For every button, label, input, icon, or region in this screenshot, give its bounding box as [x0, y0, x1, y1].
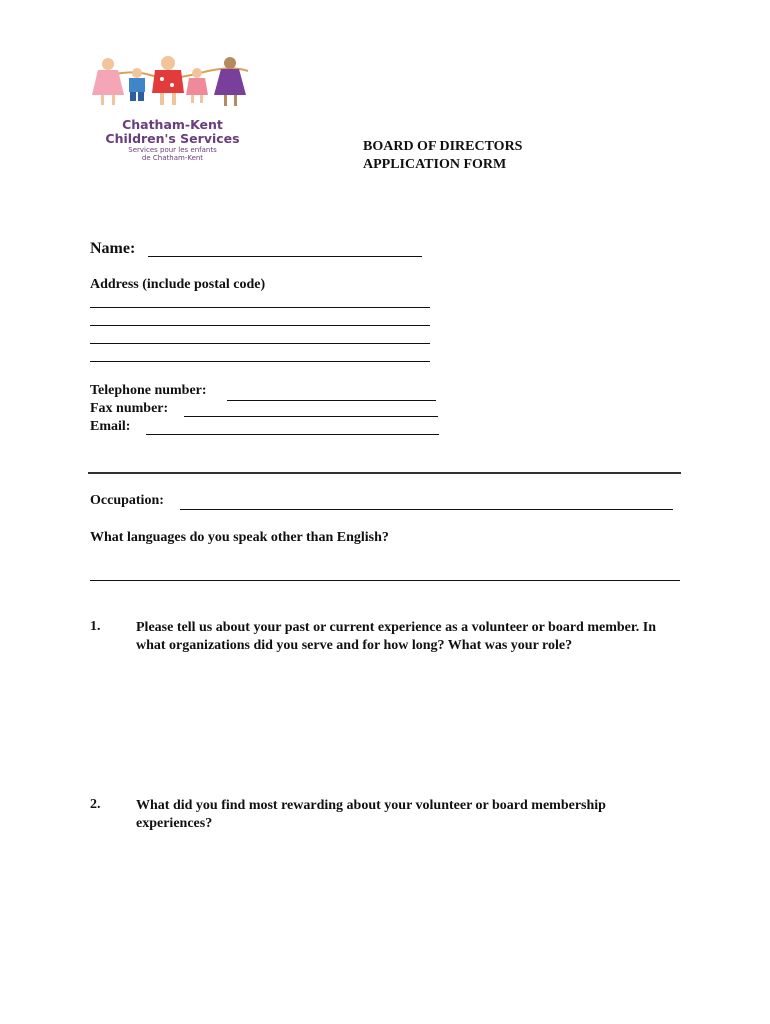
section-divider — [88, 472, 681, 474]
logo-org-name-line1: Chatham-Kent — [122, 117, 223, 132]
name-label: Name: — [90, 240, 136, 257]
fax-field[interactable] — [184, 416, 438, 417]
question-1-text: Please tell us about your past or current experience as a volunteer or board member. In what organizations did you serve and for how long? What was your role? — [136, 620, 657, 653]
question-1-number: 1. — [90, 619, 101, 634]
occupation-label: Occupation: — [90, 493, 164, 508]
fax-label: Fax number: — [90, 401, 169, 416]
address-field-line-4[interactable] — [90, 361, 430, 362]
email-label: Email: — [90, 419, 131, 434]
form-title-line1: BOARD OF DIRECTORS — [363, 139, 523, 154]
organization-logo — [90, 55, 255, 162]
languages-field[interactable] — [90, 580, 680, 581]
address-field-line-3[interactable] — [90, 343, 430, 344]
address-label: Address (include postal code) — [90, 277, 266, 292]
logo-org-name-fr-line1: Services pour les enfants — [128, 146, 217, 154]
languages-label: What languages do you speak other than English? — [90, 530, 389, 545]
question-2-text: What did you find most rewarding about your volunteer or board membership experiences? — [136, 798, 606, 831]
question-2-number: 2. — [90, 797, 101, 812]
logo-org-name-line2: Children's Services — [105, 131, 240, 146]
address-field-line-1[interactable] — [90, 307, 430, 308]
address-field-line-2[interactable] — [90, 325, 430, 326]
telephone-field[interactable] — [227, 400, 436, 401]
logo-org-name-fr-line2: de Chatham-Kent — [141, 154, 204, 162]
occupation-field[interactable] — [180, 509, 673, 510]
name-field[interactable] — [148, 256, 422, 257]
email-field[interactable] — [146, 434, 439, 435]
form-title-line2: APPLICATION FORM — [363, 157, 507, 172]
children-holding-hands-icon — [90, 55, 255, 113]
telephone-label: Telephone number: — [90, 383, 207, 398]
